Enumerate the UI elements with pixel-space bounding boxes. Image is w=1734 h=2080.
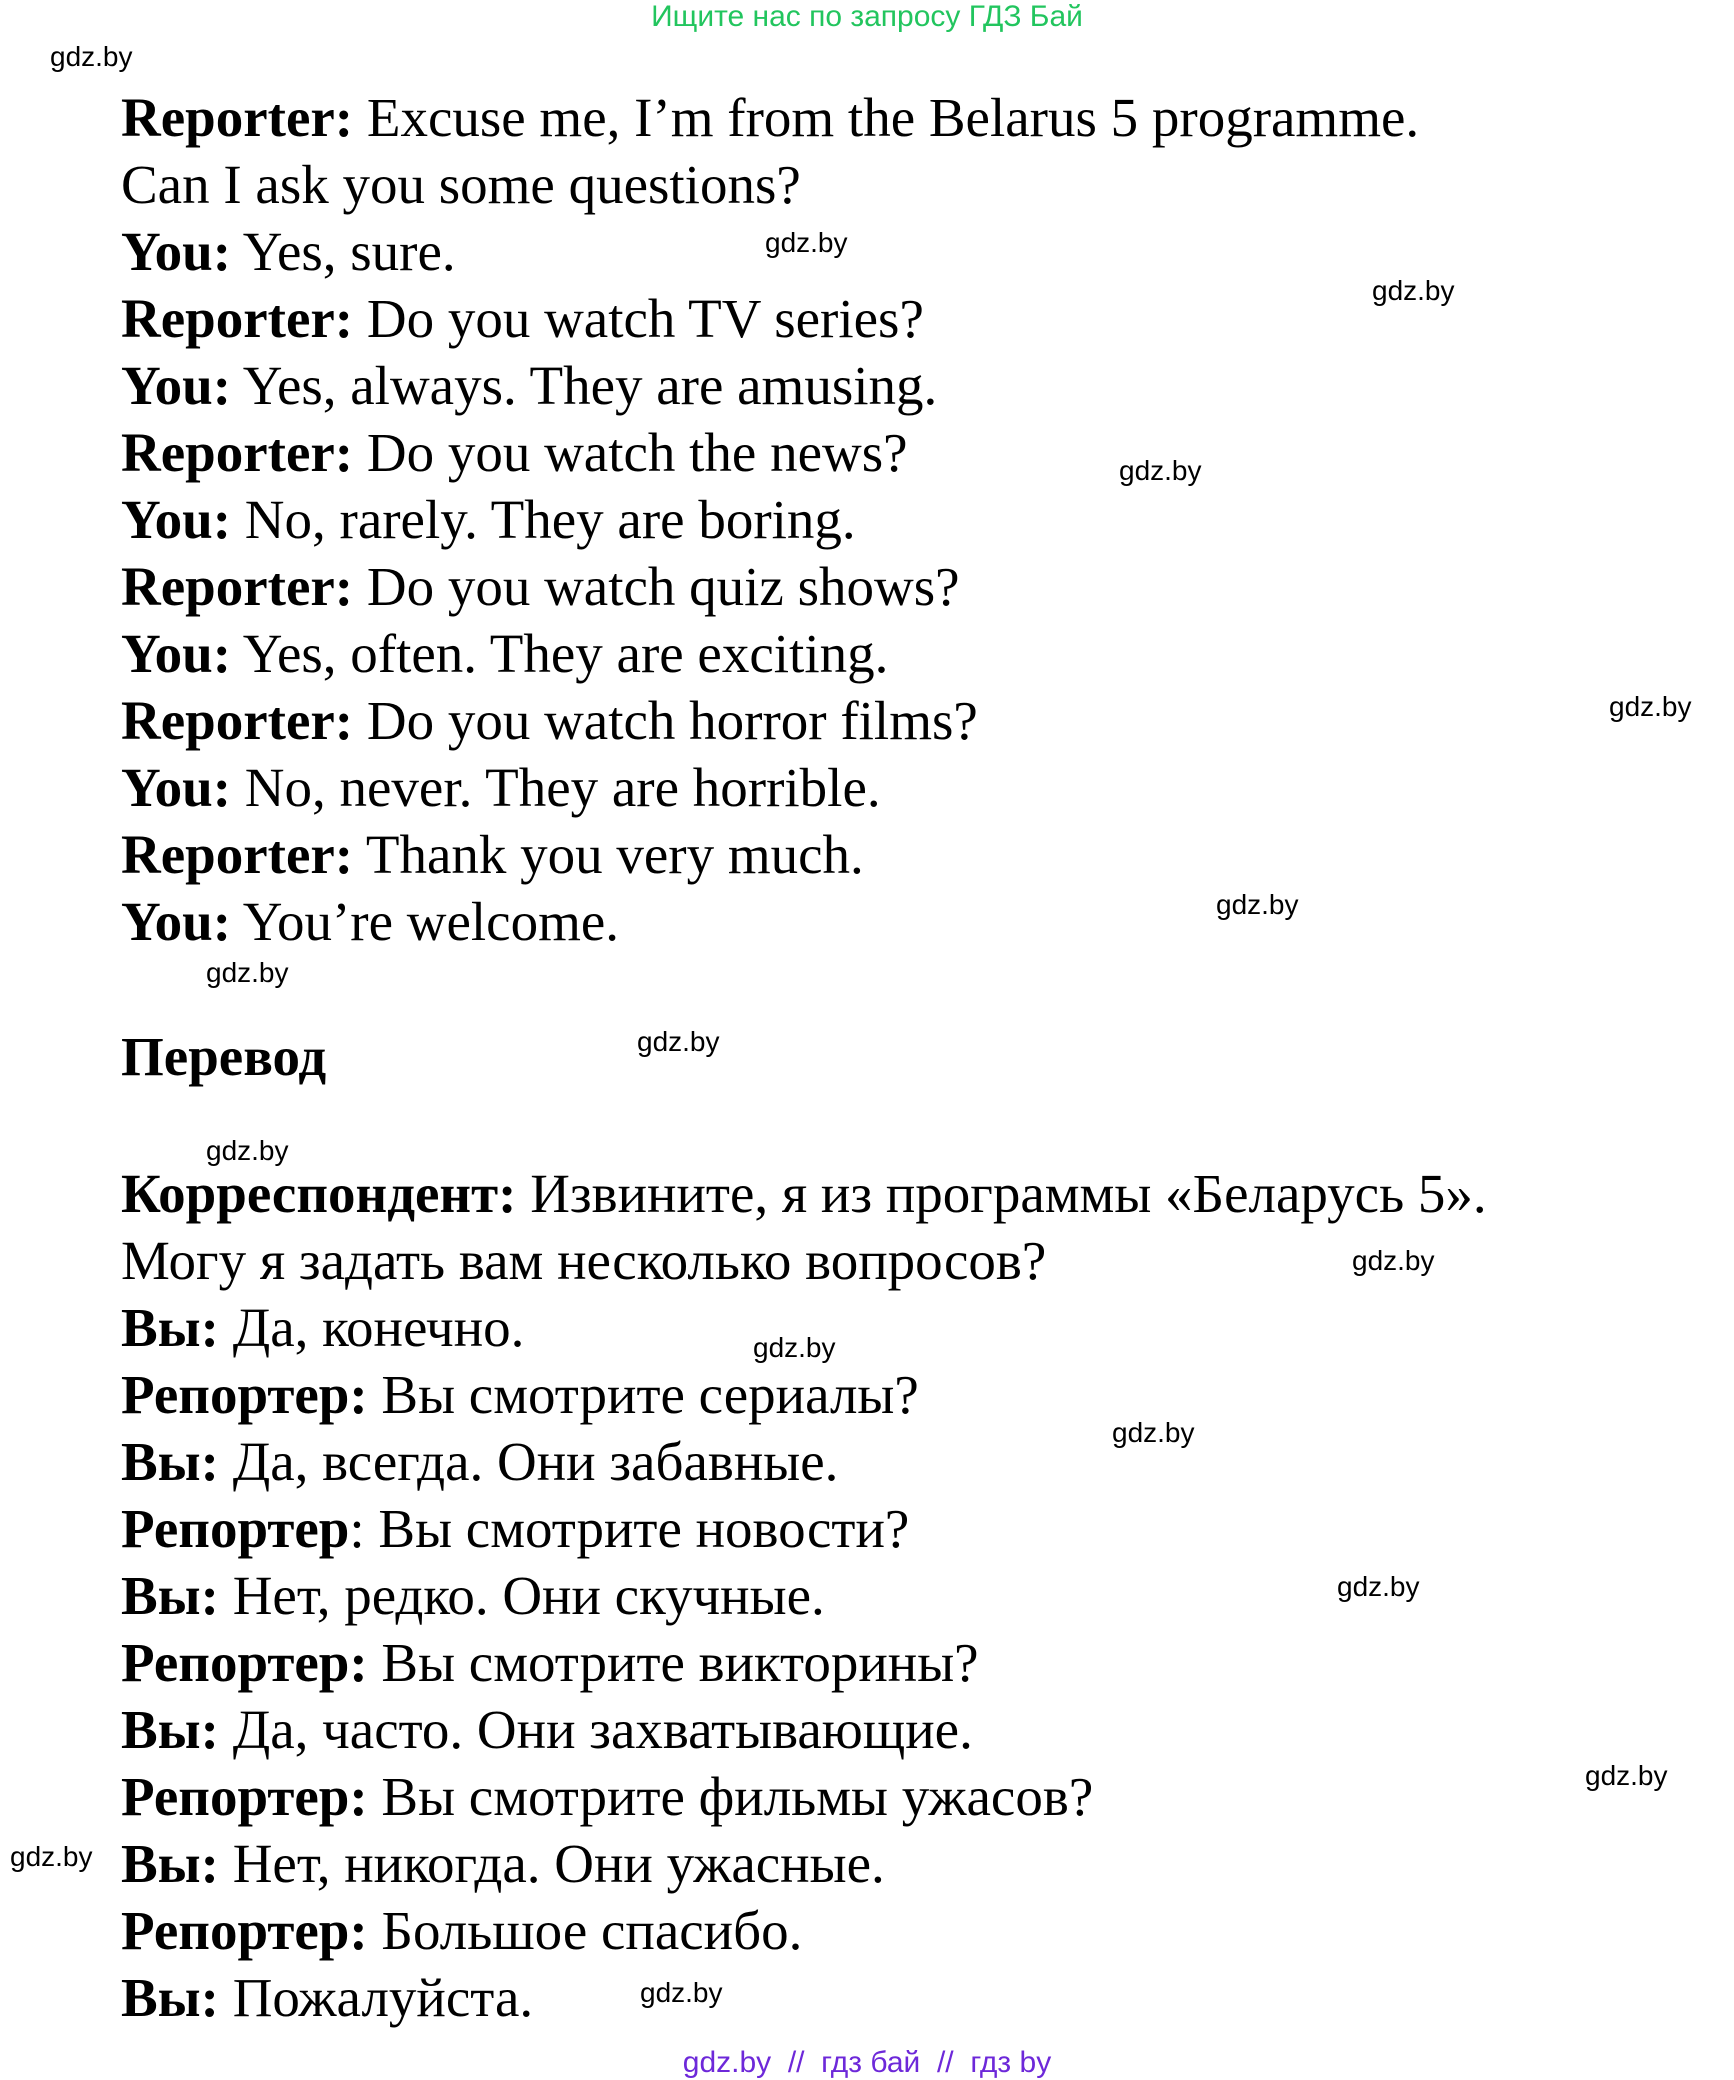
dialogue-line — [121, 756, 881, 820]
dialogue-line — [121, 1698, 973, 1762]
dialogue-line — [121, 1832, 885, 1896]
line-text: Вы смотрите фильмы ужасов? — [367, 1766, 1094, 1827]
dialogue-line — [121, 555, 960, 619]
line-text: Вы смотрите сериалы? — [367, 1364, 919, 1425]
line-text: Yes, sure. — [231, 221, 456, 282]
speaker-label: Reporter: — [121, 422, 354, 483]
watermark: gdz.by — [206, 957, 289, 988]
search-banner: Ищите нас по запросу ГДЗ Бай — [651, 0, 1083, 33]
watermark: gdz.by — [10, 1841, 93, 1872]
line-text: Do you watch TV series? — [353, 288, 924, 349]
speaker-label: Вы: — [121, 1431, 219, 1492]
line-text: You’re welcome. — [231, 891, 620, 952]
dialogue-line — [121, 1162, 1487, 1226]
dialogue-line — [121, 287, 924, 351]
speaker-label: Вы: — [121, 1565, 219, 1626]
line-text: Да, часто. Они захватывающие. — [218, 1699, 973, 1760]
dialogue-line — [121, 1899, 802, 1963]
dialogue-line — [121, 1966, 533, 2030]
speaker-label: You: — [121, 489, 232, 550]
watermark: gdz.by — [753, 1332, 836, 1363]
speaker-label: Вы: — [121, 1967, 219, 2028]
line-text: Да, всегда. Они забавные. — [218, 1431, 839, 1492]
watermark: gdz.by — [206, 1135, 289, 1166]
dialogue-line — [121, 1430, 838, 1494]
speaker-label: Вы: — [121, 1833, 219, 1894]
line-text: Do you watch the news? — [353, 422, 908, 483]
watermark: gdz.by — [637, 1026, 720, 1057]
dialogue-line — [121, 1229, 1046, 1293]
line-text: : Вы смотрите новости? — [349, 1498, 910, 1559]
line-text: Нет, никогда. Они ужасные. — [218, 1833, 885, 1894]
dialogue-line — [121, 823, 864, 887]
dialogue-line — [121, 220, 456, 284]
dialogue-line — [121, 354, 937, 418]
speaker-label: Вы: — [121, 1699, 219, 1760]
dialogue-line — [121, 1497, 909, 1561]
watermark: gdz.by — [765, 227, 848, 258]
footer-banner: gdz.by // гдз бай // гдз by — [682, 2046, 1052, 2079]
dialogue-line — [121, 890, 619, 954]
watermark: gdz.by — [1372, 275, 1455, 306]
watermark: gdz.by — [1585, 1760, 1668, 1791]
speaker-label: You: — [121, 355, 232, 416]
dialogue-line — [121, 1631, 979, 1695]
watermark: gdz.by — [1352, 1245, 1435, 1276]
speaker-label: Reporter: — [121, 288, 354, 349]
watermark: gdz.by — [50, 41, 133, 72]
speaker-label: Корреспондент: — [121, 1163, 517, 1224]
speaker-label: Репортер: — [121, 1364, 368, 1425]
line-text: Do you watch quiz shows? — [353, 556, 960, 617]
watermark: gdz.by — [1216, 889, 1299, 920]
line-text: Yes, always. They are amusing. — [231, 355, 938, 416]
line-text: Excuse me, I’m from the Belarus 5 programme. — [353, 87, 1420, 148]
line-text: Пожалуйста. — [218, 1967, 534, 2028]
speaker-label: Репортер: — [121, 1766, 368, 1827]
speaker-label: Репортер — [121, 1498, 350, 1559]
line-text: No, rarely. They are boring. — [231, 489, 856, 550]
dialogue-line — [121, 1363, 919, 1427]
speaker-label: You: — [121, 891, 232, 952]
line-text: Do you watch horror films? — [353, 690, 978, 751]
dialogue-line — [121, 488, 856, 552]
line-text: Can I ask you some questions? — [121, 154, 801, 215]
watermark: gdz.by — [640, 1977, 723, 2008]
dialogue-line — [121, 1296, 524, 1360]
dialogue-line — [121, 153, 801, 217]
line-text: Thank you very much. — [353, 824, 864, 885]
dialogue-line — [121, 1765, 1093, 1829]
speaker-label: You: — [121, 757, 232, 818]
watermark: gdz.by — [1337, 1571, 1420, 1602]
speaker-label: You: — [121, 623, 232, 684]
line-text: Вы смотрите викторины? — [367, 1632, 979, 1693]
dialogue-line — [121, 1564, 825, 1628]
speaker-label: Reporter: — [121, 87, 354, 148]
speaker-label: You: — [121, 221, 232, 282]
speaker-label: Reporter: — [121, 824, 354, 885]
dialogue-line — [121, 689, 978, 753]
dialogue-line — [121, 86, 1419, 150]
speaker-label: Вы: — [121, 1297, 219, 1358]
line-text: Извините, я из программы «Беларусь 5». — [516, 1163, 1487, 1224]
speaker-label: Репортер: — [121, 1900, 368, 1961]
line-text: Могу я задать вам несколько вопросов? — [121, 1230, 1047, 1291]
watermark: gdz.by — [1609, 691, 1692, 722]
speaker-label: Репортер: — [121, 1632, 368, 1693]
line-text: Yes, often. They are exciting. — [231, 623, 889, 684]
watermark: gdz.by — [1112, 1417, 1195, 1448]
speaker-label: Reporter: — [121, 556, 354, 617]
translation-heading: Перевод — [121, 1026, 327, 1087]
line-text: No, never. They are horrible. — [231, 757, 881, 818]
dialogue-line — [121, 421, 908, 485]
line-text: Нет, редко. Они скучные. — [218, 1565, 825, 1626]
line-text: Да, конечно. — [218, 1297, 525, 1358]
dialogue-line — [121, 622, 888, 686]
line-text: Большое спасибо. — [367, 1900, 803, 1961]
watermark: gdz.by — [1119, 455, 1202, 486]
speaker-label: Reporter: — [121, 690, 354, 751]
